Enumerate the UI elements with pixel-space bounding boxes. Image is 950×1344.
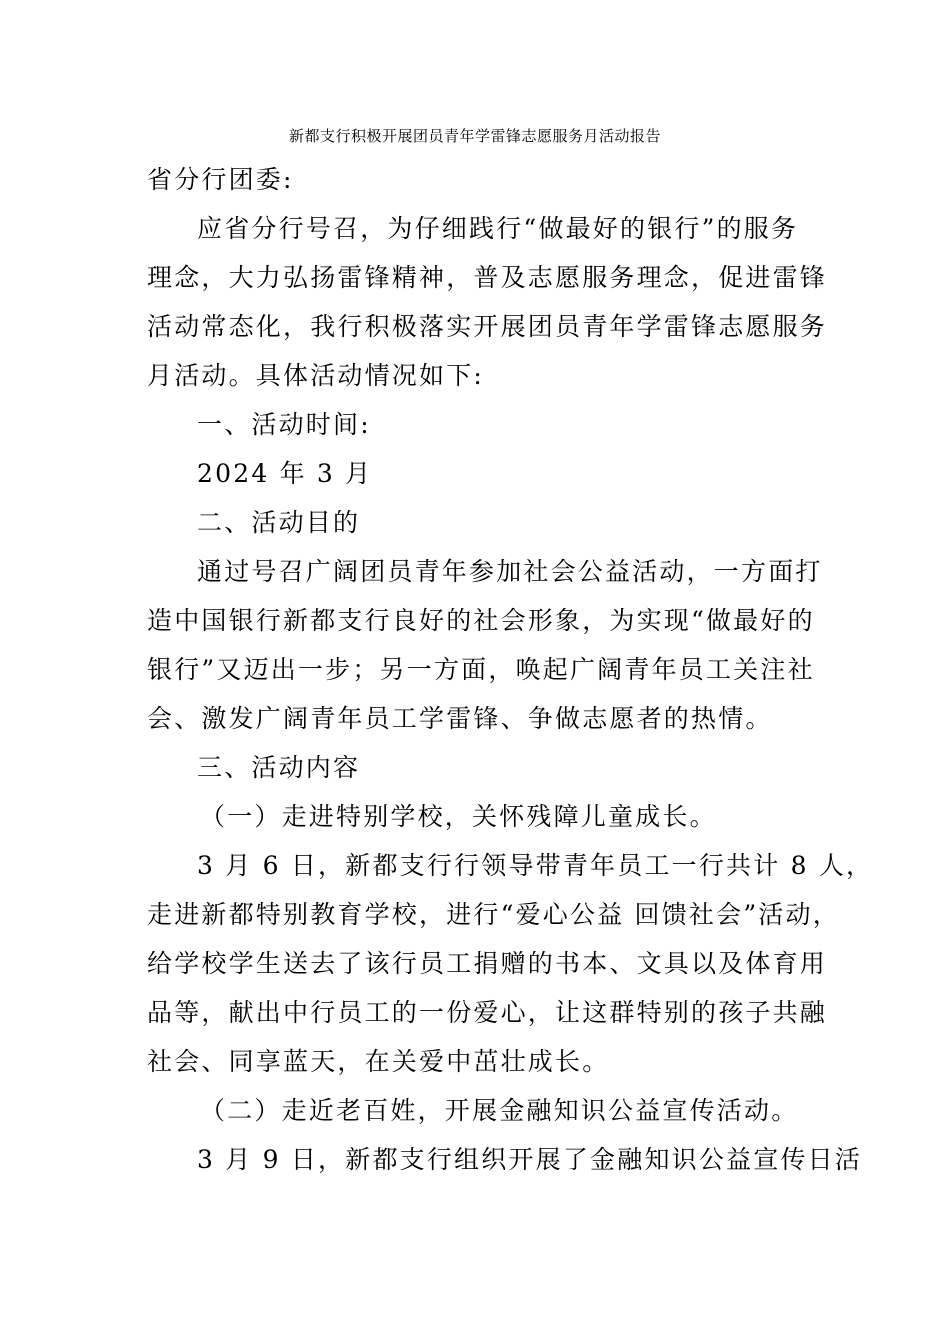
section-heading: 二、活动目的: [197, 508, 361, 537]
paragraph-line: 社会、同享蓝天，在关爱中茁壮成长。: [147, 1047, 610, 1076]
section-heading: 三、活动内容: [197, 753, 361, 782]
paragraph-line: 走进新都特别教育学校，进行“爱心公益 回馈社会”活动，: [147, 900, 840, 929]
paragraph-line: 理念，大力弘扬雷锋精神，普及志愿服务理念，促进雷锋: [147, 263, 828, 292]
paragraph-line: 3 月 6 日，新都支行行领导带青年员工一行共计 8 人，: [197, 851, 874, 880]
paragraph-line: 通过号召广阔团员青年参加社会公益活动，一方面打: [197, 557, 823, 586]
document-body: [147, 155, 874, 1184]
paragraph-line: 造中国银行新都支行良好的社会形象，为实现“做最好的: [147, 606, 815, 635]
paragraph-line: 银行”又迈出一步；另一方面，唤起广阔青年员工关注社: [147, 655, 815, 684]
section-heading: 一、活动时间:: [197, 410, 371, 439]
subsection-heading: （二）走近老百姓，开展金融知识公益宣传活动。: [200, 1096, 799, 1125]
document-header-title: 新都支行积极开展团员青年学雷锋志愿服务月活动报告: [288, 127, 661, 145]
paragraph-line: 活动常态化，我行积极落实开展团员青年学雷锋志愿服务: [147, 312, 828, 341]
paragraph-line: 给学校学生送去了该行员工捐赠的书本、文具以及体育用: [147, 949, 828, 978]
salutation-line: 省分行团委:: [147, 165, 294, 194]
paragraph-line: 2024 年 3 月: [197, 459, 373, 488]
paragraph-line: 月活动。具体活动情况如下:: [147, 361, 485, 390]
subsection-heading: （一）走进特别学校，关怀残障儿童成长。: [200, 802, 717, 831]
paragraph-line: 3 月 9 日，新都支行组织开展了金融知识公益宣传日活: [197, 1145, 863, 1174]
paragraph-line: 应省分行号召，为仔细践行“做最好的银行”的服务: [197, 214, 799, 243]
paragraph-line: 品等，献出中行员工的一份爱心，让这群特别的孩子共融: [147, 998, 828, 1027]
paragraph-line: 会、激发广阔青年员工学雷锋、争做志愿者的热情。: [147, 704, 773, 733]
